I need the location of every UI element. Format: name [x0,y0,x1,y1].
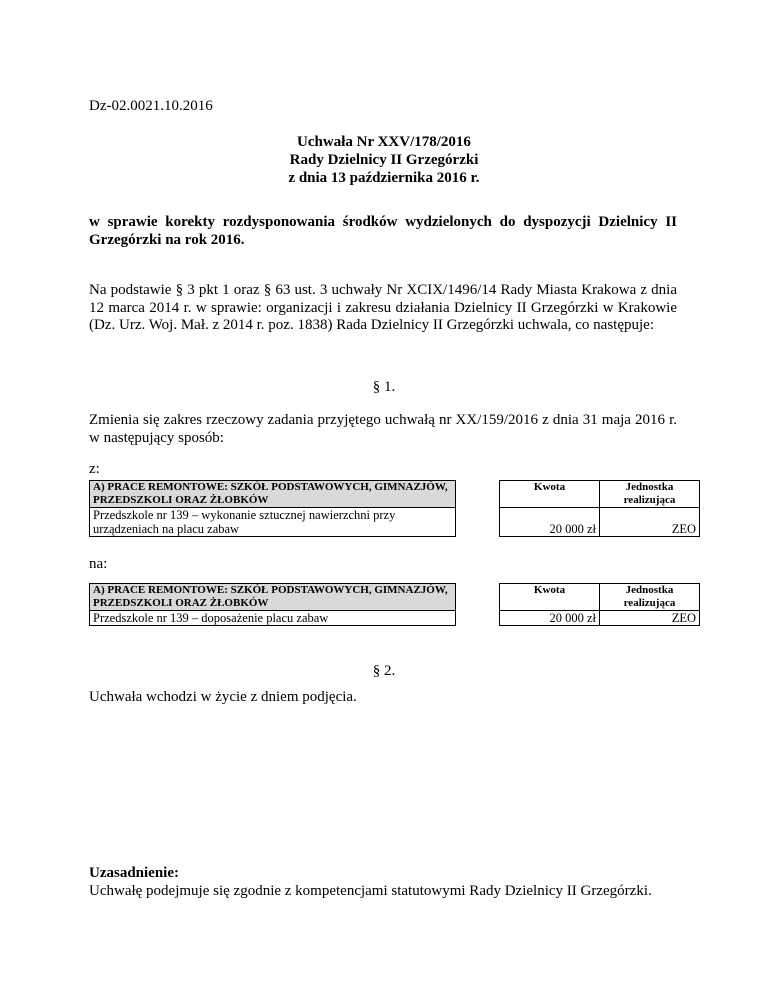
table-header-row [90,481,700,508]
unit-header: Jednostka realizująca [600,481,700,508]
to-label: na: [89,556,108,572]
section-1-text: Zmienia się zakres rzeczowy zadania przyjętego uchwałą nr XX/159/2016 z dnia 31 maja 2016 r. w następujący sposób: [89,412,677,446]
amount-header: Kwota [500,584,600,611]
item-unit: ZEO [600,611,700,626]
justification-text: Uchwałę podejmuje się zgodnie z kompetencjami statutowymi Rady Dzielnicy II Grzegórzki. [89,883,652,899]
item-amount: 20 000 zł [500,508,600,537]
title-line-council: Rady Dzielnicy II Grzegórzki [289,152,479,168]
item-description: Przedszkole nr 139 – wykonanie sztucznej nawierzchni przy urządzeniach na placu zabaw [90,508,456,537]
item-amount: 20 000 zł [500,611,600,626]
amount-header: Kwota [500,481,600,508]
resolution-subject: w sprawie korekty rozdysponowania środków wydzielonych do dyspozycji Dzielnicy II Grzegórzki na rok 2016. [89,214,677,248]
table-row [90,611,700,626]
category-header: A) PRACE REMONTOWE: SZKÓŁ PODSTAWOWYCH, GIMNAZJÓW, PRZEDSZKOLI ORAZ ŻŁOBKÓW [90,481,456,508]
category-header: A) PRACE REMONTOWE: SZKÓŁ PODSTAWOWYCH, GIMNAZJÓW, PRZEDSZKOLI ORAZ ŻŁOBKÓW [90,584,456,611]
budget-table-from [89,480,700,537]
table-header-row [90,584,700,611]
unit-header: Jednostka realizująca [600,584,700,611]
section-2-text: Uchwała wchodzi w życie z dniem podjęcia. [89,689,357,705]
section-2-heading: § 2. [372,663,396,679]
title-line-date: z dnia 13 października 2016 r. [288,170,480,186]
item-unit: ZEO [600,508,700,537]
resolution-title [89,133,679,187]
from-label: z: [89,461,100,477]
document-reference: Dz-02.0021.10.2016 [89,98,213,114]
legal-basis-paragraph: Na podstawie § 3 pkt 1 oraz § 63 ust. 3 uchwały Nr XCIX/1496/14 Rady Miasta Krakowa z dnia 12 marca 2014 r. w sprawie: organizacji i zakresu działania Dzielnicy II Grzegórzki w Krakowie (Dz. Urz. Woj. Mał. z 2014 r. poz. 1838) Rada Dzielnicy II Grzegórzki uchwala, co następuje: [89,282,677,333]
title-line-number: Uchwała Nr XXV/178/2016 [297,134,471,150]
justification-heading: Uzasadnienie: [89,865,179,881]
table-row [90,508,700,537]
budget-table-to [89,583,700,626]
section-1-heading: § 1. [372,379,396,395]
item-description: Przedszkole nr 139 – doposażenie placu zabaw [90,611,456,626]
